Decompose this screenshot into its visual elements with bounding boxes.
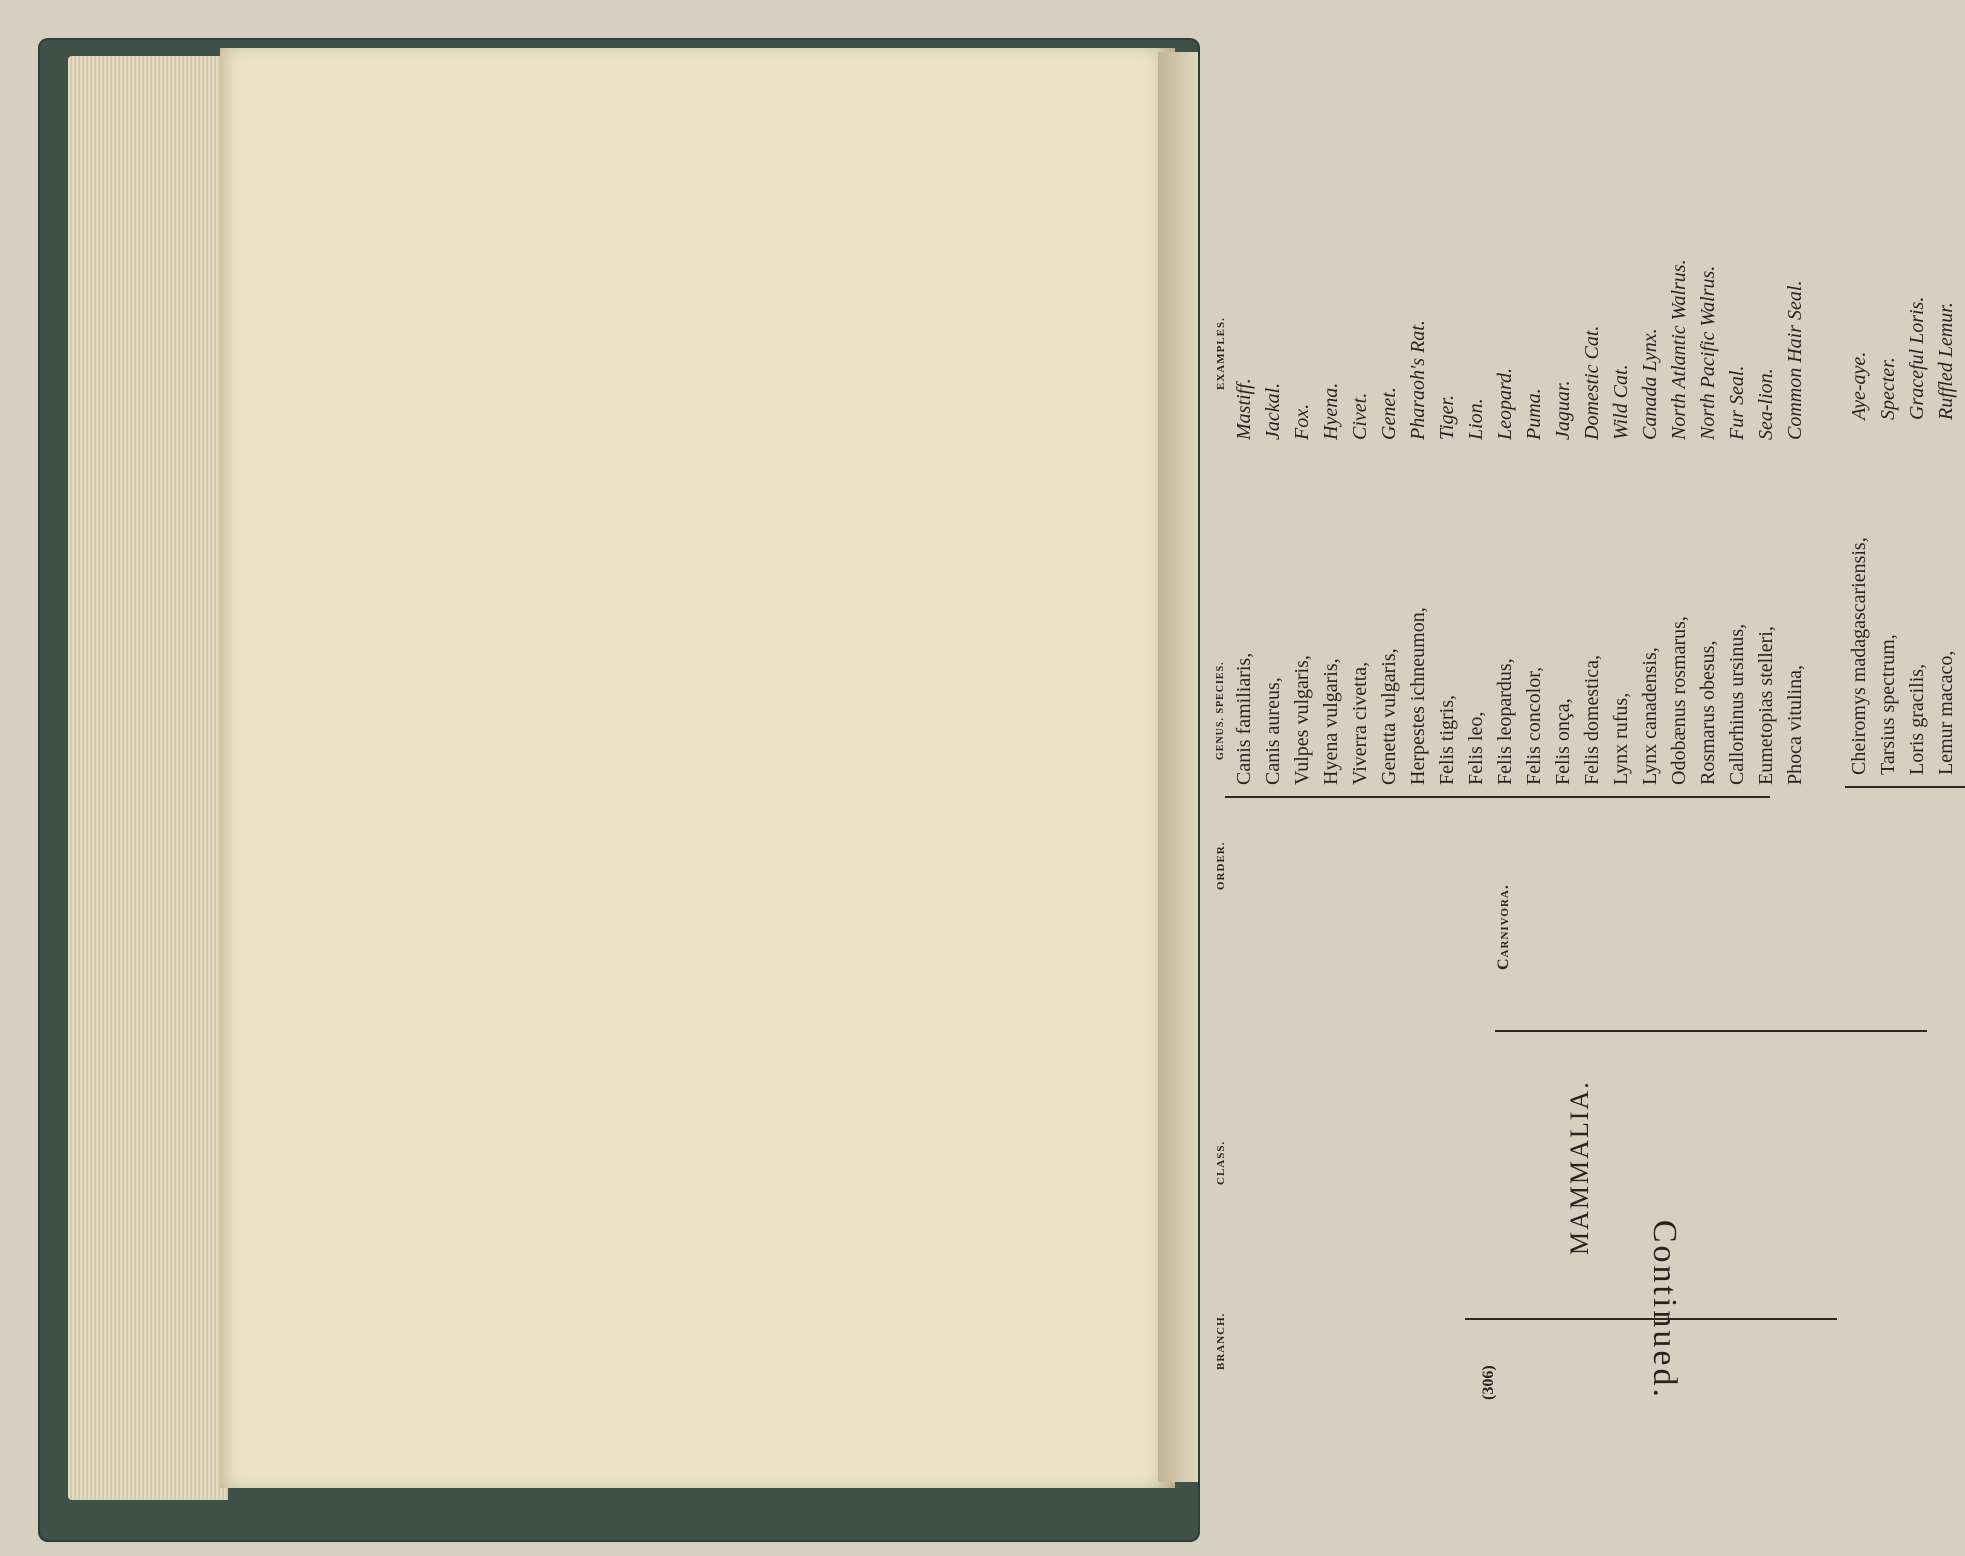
page-number: (306)	[1480, 1365, 1497, 1400]
class-name: MAMMALIA.	[1565, 1080, 1594, 1255]
example-item: Civet.	[1349, 392, 1371, 440]
example-item: Puma.	[1523, 388, 1545, 440]
species-item: Lynx canadensis,	[1639, 647, 1661, 785]
example-item: Tiger.	[1436, 394, 1458, 440]
branch-brace	[1465, 1318, 1837, 1320]
example-item: Canada Lynx.	[1639, 328, 1661, 440]
species-item: Herpestes ichneumon,	[1407, 607, 1429, 785]
species-item: Felis onça,	[1552, 698, 1574, 785]
example-item: North Pacific Walrus.	[1697, 265, 1719, 440]
header-class: CLASS.	[1215, 1140, 1227, 1185]
continued-label: Continued.	[1646, 1219, 1683, 1400]
species-item: Felis leopardus,	[1494, 658, 1516, 785]
species-item: Tarsius spectrum,	[1877, 634, 1899, 775]
lemur-species-list	[1845, 537, 1961, 775]
species-item: Felis domestica,	[1581, 655, 1603, 785]
rotated-table	[1085, 50, 1957, 1400]
example-item: Leopard.	[1494, 367, 1516, 440]
example-item: Mastiff.	[1233, 378, 1255, 440]
example-item: Pharaoh's Rat.	[1407, 320, 1429, 440]
header-order: ORDER.	[1215, 841, 1227, 890]
example-item: Graceful Loris.	[1906, 296, 1928, 420]
species-item: Phoca vitulina,	[1784, 665, 1806, 785]
example-item: Sea-lion.	[1755, 368, 1777, 440]
species-item: Vulpes vulgaris,	[1291, 655, 1313, 785]
page-edges	[68, 56, 228, 1500]
example-item: Ruffled Lemur.	[1935, 302, 1957, 420]
species-item: Genetta vulgaris,	[1378, 648, 1400, 785]
header-examples: EXAMPLES.	[1215, 317, 1227, 390]
example-item: Jackal.	[1262, 382, 1284, 440]
example-item: North Atlantic Walrus.	[1668, 259, 1690, 440]
header-branch: BRANCH.	[1215, 1312, 1227, 1370]
carnivora-species-list	[1230, 607, 1810, 785]
species-item: Hyena vulgaris,	[1320, 658, 1342, 785]
species-item: Loris gracilis,	[1906, 663, 1928, 775]
species-item: Lynx rufus,	[1610, 692, 1632, 785]
example-item: Wild Cat.	[1610, 364, 1632, 440]
book-page	[220, 48, 1175, 1488]
example-item: Fox.	[1291, 403, 1313, 440]
species-item: Callorhinus ursinus,	[1726, 623, 1748, 785]
species-item: Cheiromys madagascariensis,	[1848, 537, 1870, 775]
species-item: Canis familiaris,	[1233, 652, 1255, 785]
order-brace-carnivora	[1225, 796, 1770, 798]
species-item: Felis concolor,	[1523, 666, 1545, 785]
example-item: Domestic Cat.	[1581, 325, 1603, 440]
example-item: Common Hair Seal.	[1784, 280, 1806, 440]
order-brace-lemurs	[1845, 786, 1965, 788]
example-item: Specter.	[1877, 357, 1899, 420]
example-item: Aye-aye.	[1848, 351, 1870, 420]
species-item: Viverra civetta,	[1349, 661, 1371, 785]
header-genus-species: GENUS. SPECIES.	[1215, 661, 1226, 760]
example-item: Hyena.	[1320, 382, 1342, 440]
carnivora-examples-list	[1230, 259, 1810, 440]
species-item: Felis leo,	[1465, 711, 1487, 785]
species-item: Lemur macaco,	[1935, 650, 1957, 775]
species-item: Rosmarus obesus,	[1697, 640, 1719, 785]
example-item: Genet.	[1378, 387, 1400, 440]
example-item: Lion.	[1465, 398, 1487, 440]
order-name: Carnivora.	[1495, 884, 1512, 970]
species-item: Eumetopias stelleri,	[1755, 626, 1777, 785]
lemur-examples-list	[1845, 297, 1961, 420]
example-item: Fur Seal.	[1726, 365, 1748, 440]
species-item: Felis tigris,	[1436, 694, 1458, 785]
example-item: Jaguar.	[1552, 380, 1574, 440]
species-item: Odobænus rosmarus,	[1668, 616, 1690, 785]
species-item: Canis aureus,	[1262, 677, 1284, 785]
class-brace	[1495, 1030, 1927, 1032]
